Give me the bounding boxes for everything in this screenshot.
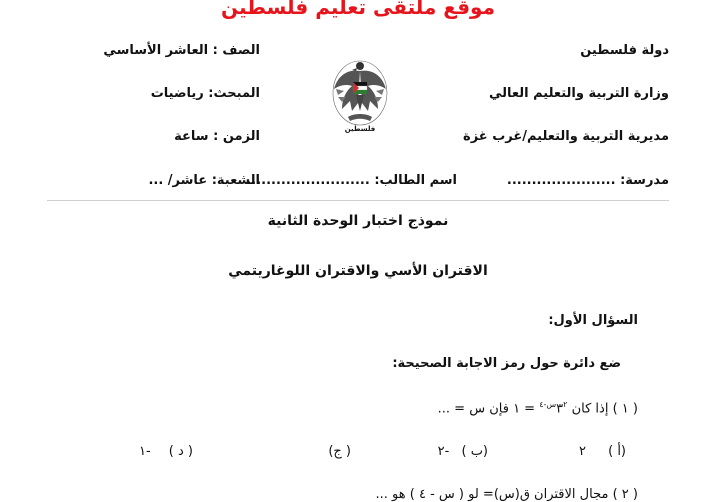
student-row [246, 173, 457, 188]
option-b[interactable] [438, 444, 488, 459]
item-1-text-post: = ١ فإن س = ... [437, 401, 536, 417]
option-d-value: -١ [138, 444, 151, 459]
header-divider [47, 200, 669, 201]
emblem-caption: فلسطين [344, 125, 376, 133]
school-row [507, 173, 669, 188]
question-1-item-1 [438, 400, 638, 416]
school-dots: ...................... [506, 173, 616, 188]
item-1-exponent: ٢س-٤ [539, 400, 568, 409]
time-value: : ساعة [174, 129, 219, 144]
grade-label: الصف : العاشر الأساسي [103, 43, 260, 58]
unit-title: الاقتران الأسي والاقتران اللوغاريتمي [228, 263, 488, 279]
option-b-value: -٢ [437, 444, 450, 459]
directorate-name: مديرية التربية والتعليم/غرب غزة [463, 129, 669, 144]
option-c-label: ( ج) [328, 444, 351, 459]
option-d-label: ( د ) [168, 444, 193, 459]
time-row [174, 129, 260, 144]
option-a-value: ٢ [578, 444, 586, 459]
state-name: دولة فلسطين [580, 43, 669, 58]
subject-label: المبحث: رياضيات [150, 86, 260, 101]
section-label: الشعبة: عاشر/ ... [148, 173, 260, 188]
student-label: اسم الطالب: [374, 173, 457, 188]
option-c[interactable] [328, 444, 351, 459]
item-2-number: ( ٢ ) [612, 487, 638, 502]
site-title: موقع ملتقى تعليم فلسطين [221, 0, 495, 19]
exam-title: نموذج اختبار الوحدة الثانية [267, 213, 449, 229]
option-d[interactable] [139, 444, 193, 459]
option-b-label: (ب ) [461, 444, 488, 459]
ministry-name: وزارة التربية والتعليم العالي [488, 86, 669, 101]
school-label: مدرسة: [620, 173, 669, 188]
time-label: الزمن [222, 129, 260, 144]
question-1-heading: السؤال الأول: [548, 313, 638, 328]
option-a-label: (أ ) [608, 444, 626, 459]
palestine-eagle-emblem-icon [330, 55, 390, 141]
item-2-text: مجال الاقتران ق(س)= لو ( س - ٤ ) هو ... [375, 487, 609, 502]
item-1-text-pre: إذا كان ٣ [556, 401, 609, 417]
student-dots: ......................... [246, 173, 370, 188]
question-1-instruction: ضع دائرة حول رمز الاجابة الصحيحة: [392, 356, 621, 371]
item-1-number: ( ١ ) [612, 401, 638, 417]
option-a[interactable] [579, 444, 626, 459]
